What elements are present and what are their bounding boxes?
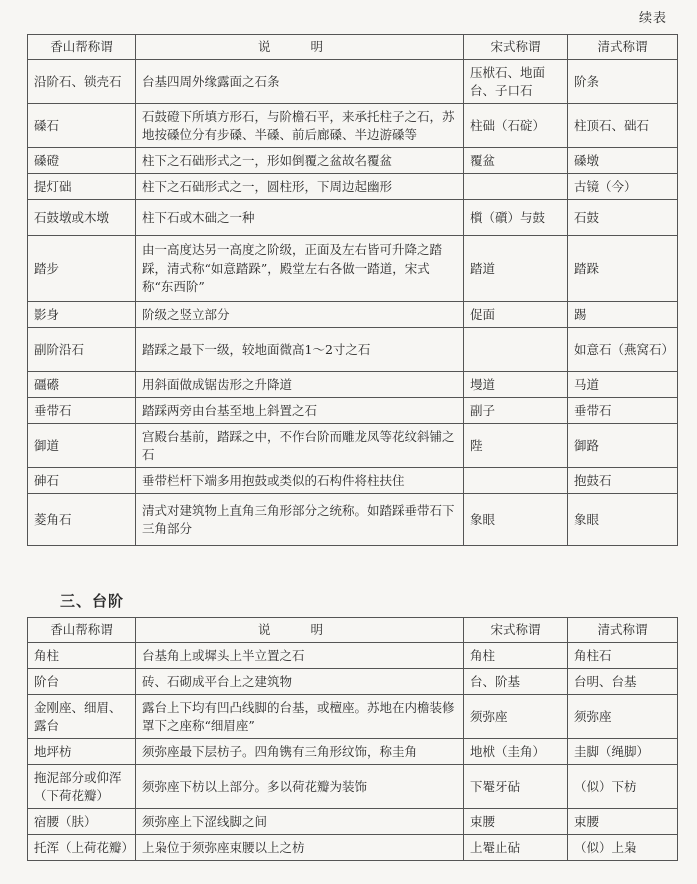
cell-song: 束腰: [464, 809, 568, 835]
cell-local: 砷石: [28, 468, 136, 494]
header-qing: 清式称谓: [568, 35, 678, 60]
table-row: [28, 398, 678, 424]
table-row: [28, 739, 678, 765]
cell-qing: 角柱石: [568, 643, 678, 669]
cell-local: 石鼓墩或木墩: [28, 200, 136, 236]
cell-desc: 柱下之石础形式之一，形如倒覆之盆故名覆盆: [136, 148, 464, 174]
table1-body: [28, 60, 678, 546]
cell-desc: 踏踩之最下一级，较地面微高1～2寸之石: [136, 328, 464, 372]
cell-song: 副子: [464, 398, 568, 424]
cell-desc: 露台上下均有凹凸线脚的台基，或檀座。苏地在内檐装修罩下之座称“细眉座”: [136, 695, 464, 739]
cell-song: 角柱: [464, 643, 568, 669]
cell-song: [464, 174, 568, 200]
terms-table-steps: [27, 617, 678, 861]
cell-desc: 台基角上或墀头上半立置之石: [136, 643, 464, 669]
cell-song: 须弥座: [464, 695, 568, 739]
cell-song: 压栿石、地面台、子口石: [464, 60, 568, 104]
cell-desc: 垂带栏杆下端多用抱鼓或类似的石构件将柱扶住: [136, 468, 464, 494]
cell-song: 促面: [464, 302, 568, 328]
cell-local: 沿阶石、锁壳石: [28, 60, 136, 104]
table-row: [28, 809, 678, 835]
cell-qing: 石鼓: [568, 200, 678, 236]
cell-qing: 束腰: [568, 809, 678, 835]
cell-song: [464, 468, 568, 494]
cell-desc: 宫殿台基前，踏踩之中，不作台阶而雕龙凤等花纹斜铺之石: [136, 424, 464, 468]
cell-qing: 抱鼓石: [568, 468, 678, 494]
header-local: 香山帮称谓: [28, 35, 136, 60]
cell-qing: 象眼: [568, 494, 678, 546]
cell-song: 柱础（石碇）: [464, 104, 568, 148]
cell-desc: 由一高度达另一高度之阶级，正面及左右皆可升降之踏踩，清式称“如意踏跺”，殿堂左右各做一踏道，宋式称“东西阶”: [136, 236, 464, 302]
cell-local: 礓礤: [28, 372, 136, 398]
table-row: [28, 669, 678, 695]
table-row: [28, 372, 678, 398]
header-song: 宋式称谓: [464, 35, 568, 60]
cell-song: 櫍（礩）与鼓: [464, 200, 568, 236]
cell-qing: 圭脚（绳脚）: [568, 739, 678, 765]
cell-local: 踏步: [28, 236, 136, 302]
cell-desc: 须弥座上下涩线脚之间: [136, 809, 464, 835]
table-row: [28, 424, 678, 468]
cell-desc: 石鼓磴下所填方形石，与阶檐石平，来承托柱子之石，苏地按磉位分有步磉、半磉、前后廊磉、半边游磉等: [136, 104, 464, 148]
cell-qing: 垂带石: [568, 398, 678, 424]
cell-song: 下罨牙砧: [464, 765, 568, 809]
cell-local: 御道: [28, 424, 136, 468]
table-row: [28, 302, 678, 328]
cell-local: 菱角石: [28, 494, 136, 546]
cell-song: 踏道: [464, 236, 568, 302]
cell-local: 地坪枋: [28, 739, 136, 765]
cell-qing: （似）上枭: [568, 835, 678, 861]
terms-table-continued: [27, 34, 678, 546]
table-row: [28, 468, 678, 494]
table2-body: [28, 643, 678, 861]
cell-desc: 踏踩两旁由台基至地上斜置之石: [136, 398, 464, 424]
cell-local: 拖泥部分或仰浑（下荷花瓣）: [28, 765, 136, 809]
cell-song: 地栿（圭角）: [464, 739, 568, 765]
cell-qing: 须弥座: [568, 695, 678, 739]
cell-qing: 台明、台基: [568, 669, 678, 695]
cell-qing: 如意石（燕窝石）: [568, 328, 678, 372]
cell-qing: 柱顶石、础石: [568, 104, 678, 148]
cell-local: 副阶沿石: [28, 328, 136, 372]
cell-desc: 柱下石或木础之一种: [136, 200, 464, 236]
cell-desc: 须弥座下枋以上部分。多以荷花瓣为装饰: [136, 765, 464, 809]
table-row: [28, 695, 678, 739]
table-row: [28, 148, 678, 174]
cell-song: 墁道: [464, 372, 568, 398]
cell-song: 覆盆: [464, 148, 568, 174]
cell-desc: 清式对建筑物上直角三角形部分之统称。如踏踩垂带石下三角部分: [136, 494, 464, 546]
cell-qing: 古镜（今）: [568, 174, 678, 200]
cell-desc: 须弥座最下层枋子。四角镌有三角形纹饰，称圭角: [136, 739, 464, 765]
header-qing: 清式称谓: [568, 618, 678, 643]
section-title: 三、台阶: [60, 592, 125, 610]
table-row: [28, 494, 678, 546]
header-row: [28, 618, 678, 643]
table-row: [28, 765, 678, 809]
cell-local: 角柱: [28, 643, 136, 669]
table-row: [28, 104, 678, 148]
cell-qing: 阶条: [568, 60, 678, 104]
cell-song: 台、阶基: [464, 669, 568, 695]
cell-local: 提灯础: [28, 174, 136, 200]
header-desc: 说 明: [136, 35, 464, 60]
cell-local: 宿腰（肤）: [28, 809, 136, 835]
cell-qing: 磉墩: [568, 148, 678, 174]
cell-desc: 上枭位于须弥座束腰以上之枋: [136, 835, 464, 861]
cell-qing: 马道: [568, 372, 678, 398]
header-row: [28, 35, 678, 60]
table-row: [28, 236, 678, 302]
cell-desc: 砖、石砌成平台上之建筑物: [136, 669, 464, 695]
cell-local: 垂带石: [28, 398, 136, 424]
table-row: [28, 643, 678, 669]
cell-song: 上罨止砧: [464, 835, 568, 861]
cell-qing: 踏跺: [568, 236, 678, 302]
table-row: [28, 174, 678, 200]
table-row: [28, 328, 678, 372]
header-desc: 说 明: [136, 618, 464, 643]
header-song: 宋式称谓: [464, 618, 568, 643]
cell-qing: 踢: [568, 302, 678, 328]
table-row: [28, 60, 678, 104]
cell-qing: （似）下枋: [568, 765, 678, 809]
cell-local: 金刚座、细眉、露台: [28, 695, 136, 739]
continued-label: 续表: [638, 11, 667, 26]
cell-local: 阶台: [28, 669, 136, 695]
cell-local: 影身: [28, 302, 136, 328]
cell-local: 托浑（上荷花瓣）: [28, 835, 136, 861]
cell-local: 磉磴: [28, 148, 136, 174]
table-row: [28, 835, 678, 861]
cell-desc: 阶级之竖立部分: [136, 302, 464, 328]
cell-local: 磉石: [28, 104, 136, 148]
cell-desc: 柱下之石础形式之一，圆柱形，下周边起幽形: [136, 174, 464, 200]
cell-desc: 用斜面做成锯齿形之升降道: [136, 372, 464, 398]
cell-desc: 台基四周外缘露面之石条: [136, 60, 464, 104]
table-row: [28, 200, 678, 236]
header-local: 香山帮称谓: [28, 618, 136, 643]
cell-qing: 御路: [568, 424, 678, 468]
cell-song: 象眼: [464, 494, 568, 546]
cell-song: 陛: [464, 424, 568, 468]
cell-song: [464, 328, 568, 372]
